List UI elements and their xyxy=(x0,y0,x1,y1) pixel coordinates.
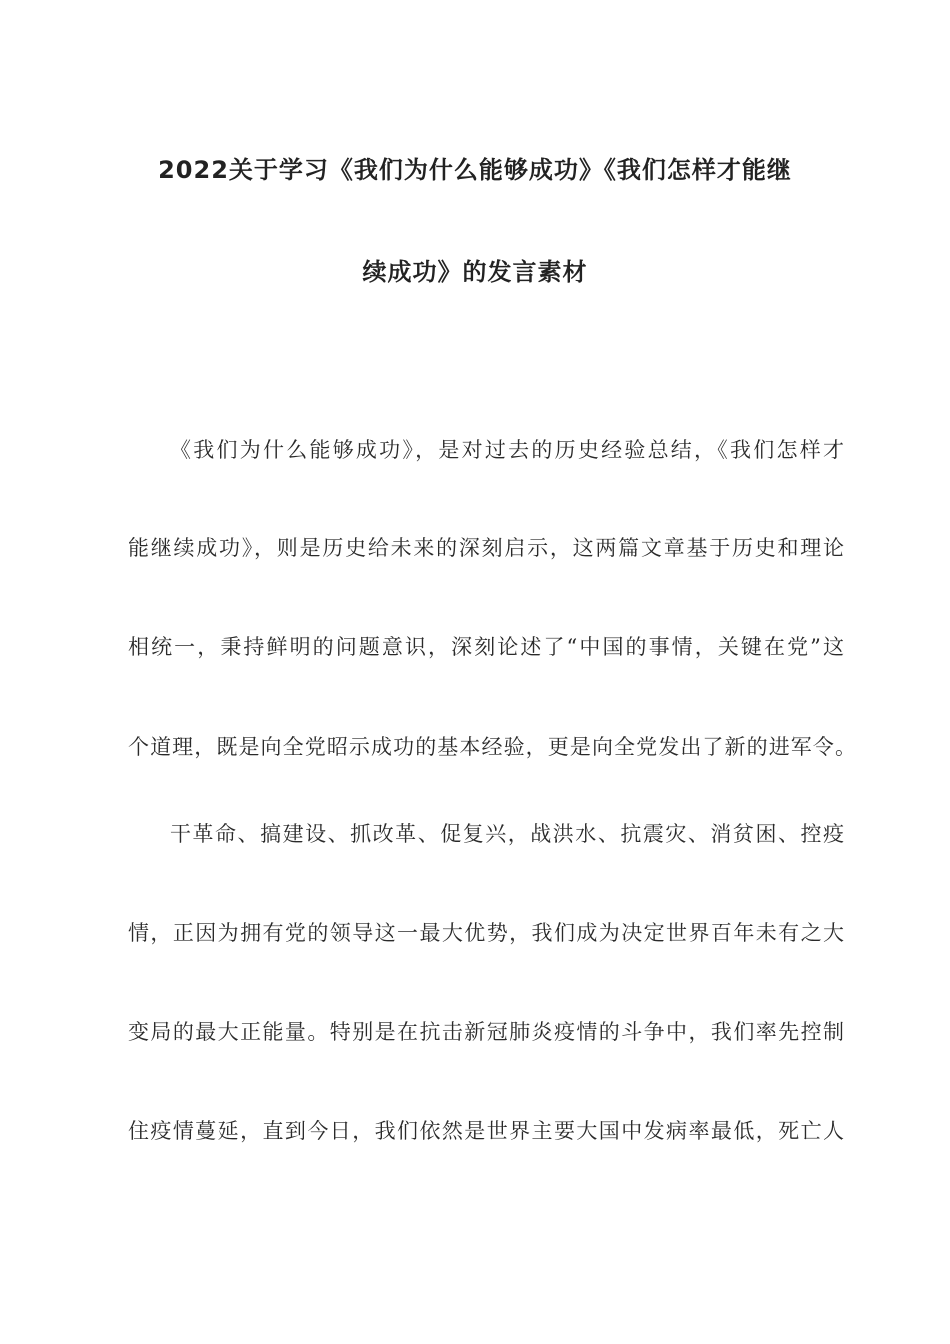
paragraph-2-line-1: 干革命、搞建设、抓改革、促复兴，战洪水、抗震灾、消贫困、控疫 xyxy=(170,822,844,846)
paragraph-1-line-2: 能继续成功》，则是历史给未来的深刻启示，这两篇文章基于历史和理论 xyxy=(128,536,844,560)
document-title-line-1: 2022关于学习《我们为什么能够成功》《我们怎样才能继 xyxy=(158,156,792,184)
paragraph-1-line-1: 《我们为什么能够成功》，是对过去的历史经验总结，《我们怎样才 xyxy=(170,438,844,462)
paragraph-2-line-4: 住疫情蔓延，直到今日，我们依然是世界主要大国中发病率最低，死亡人 xyxy=(128,1119,844,1143)
paragraph-2-line-2: 情，正因为拥有党的领导这一最大优势，我们成为决定世界百年未有之大 xyxy=(128,921,844,945)
document-title-line-2: 续成功》的发言素材 xyxy=(362,258,588,286)
paragraph-2-line-3: 变局的最大正能量。特别是在抗击新冠肺炎疫情的斗争中，我们率先控制 xyxy=(128,1020,844,1044)
paragraph-1-line-3: 相统一，秉持鲜明的问题意识，深刻论述了“中国的事情，关键在党”这 xyxy=(128,635,844,659)
paragraph-1-line-4: 个道理，既是向全党昭示成功的基本经验，更是向全党发出了新的进军令。 xyxy=(128,735,856,759)
